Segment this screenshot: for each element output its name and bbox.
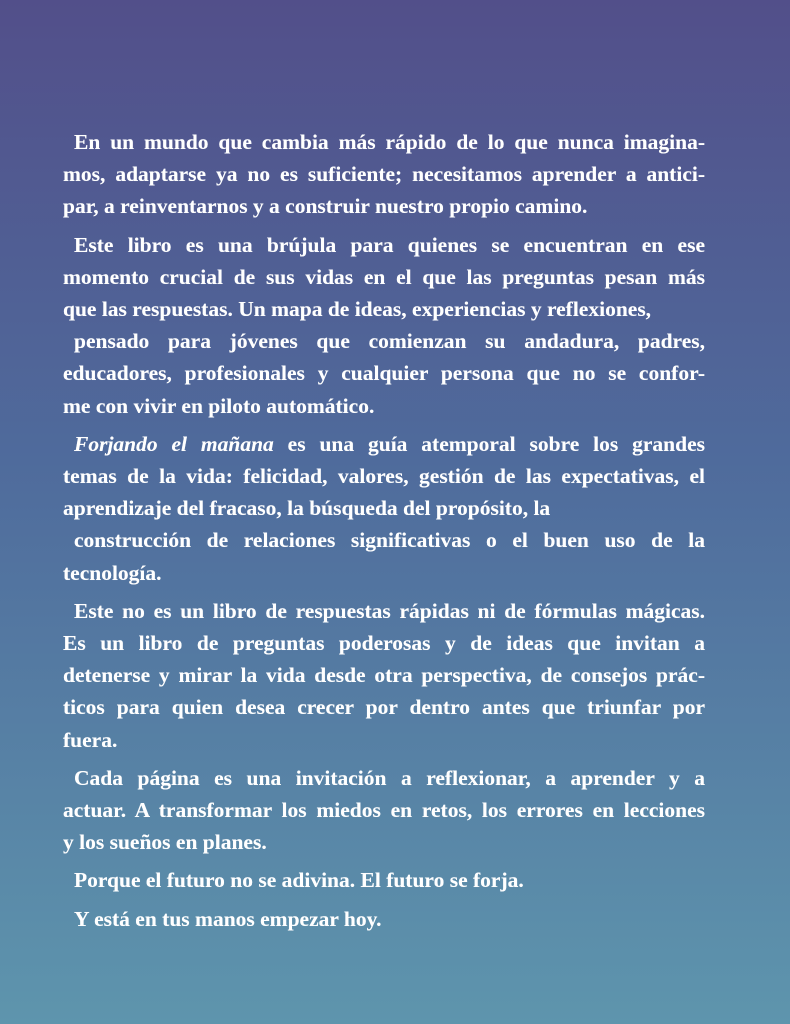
text-line: construcción de relaciones significativas o el buen uso de la: [74, 528, 705, 553]
text-line: y los sueños en planes.: [63, 830, 267, 855]
text-line: [63, 428, 705, 460]
text-run: es una guía atemporal sobre los grandes: [273, 431, 705, 456]
paragraph-5: [63, 762, 705, 859]
text-line: En un mundo que cambia más rápido de lo que nunca imagina-: [74, 130, 705, 154]
text-line: que las respuestas. Un mapa de ideas, experiencias y reflexiones,: [63, 297, 652, 322]
text-line: Este no es un libro de respuestas rápidas ni de fórmulas mágicas.: [74, 598, 705, 623]
text-line: Porque el futuro no se adivina. El futuro se forja.: [74, 868, 524, 893]
paragraph-3: [63, 428, 705, 589]
paragraph-1: [63, 126, 705, 223]
blurb-text: [63, 126, 705, 935]
text-line: Este libro es una brújula para quienes se encuentran en ese: [74, 232, 705, 257]
book-title: Forjando el mañana: [74, 431, 274, 456]
text-line: Y está en tus manos empezar hoy.: [74, 906, 382, 931]
text-line: momento crucial de sus vidas en el que las preguntas pesan más: [63, 264, 705, 289]
paragraph-7: [63, 903, 705, 935]
text-line: me con vivir en piloto automático.: [63, 393, 375, 418]
text-line: detenerse y mirar la vida desde otra perspectiva, de consejos prác-: [63, 663, 705, 688]
text-line: par, a reinventarnos y a construir nuestro propio camino.: [63, 194, 588, 219]
text-line: temas de la vida: felicidad, valores, gestión de las expectativas, el: [63, 464, 705, 489]
text-line: actuar. A transformar los miedos en retos, los errores en lecciones: [63, 798, 705, 823]
text-line: fuera.: [63, 727, 118, 752]
paragraph-6: [63, 864, 705, 896]
text-line: aprendizaje del fracaso, la búsqueda del propósito, la: [63, 496, 551, 521]
paragraph-2: [63, 229, 705, 422]
text-line: pensado para jóvenes que comienzan su andadura, padres,: [74, 329, 705, 354]
text-line: Cada página es una invitación a reflexionar, a aprender y a: [74, 765, 705, 790]
text-line: Es un libro de preguntas poderosas y de ideas que invitan a: [63, 631, 705, 656]
text-line: ticos para quien desea crecer por dentro antes que triunfar por: [63, 695, 705, 720]
text-line: educadores, profesionales y cualquier persona que no se confor-: [63, 361, 705, 386]
text-line: mos, adaptarse ya no es suficiente; necesitamos aprender a antici-: [63, 162, 705, 187]
text-line: tecnología.: [63, 560, 162, 585]
paragraph-4: [63, 595, 705, 756]
